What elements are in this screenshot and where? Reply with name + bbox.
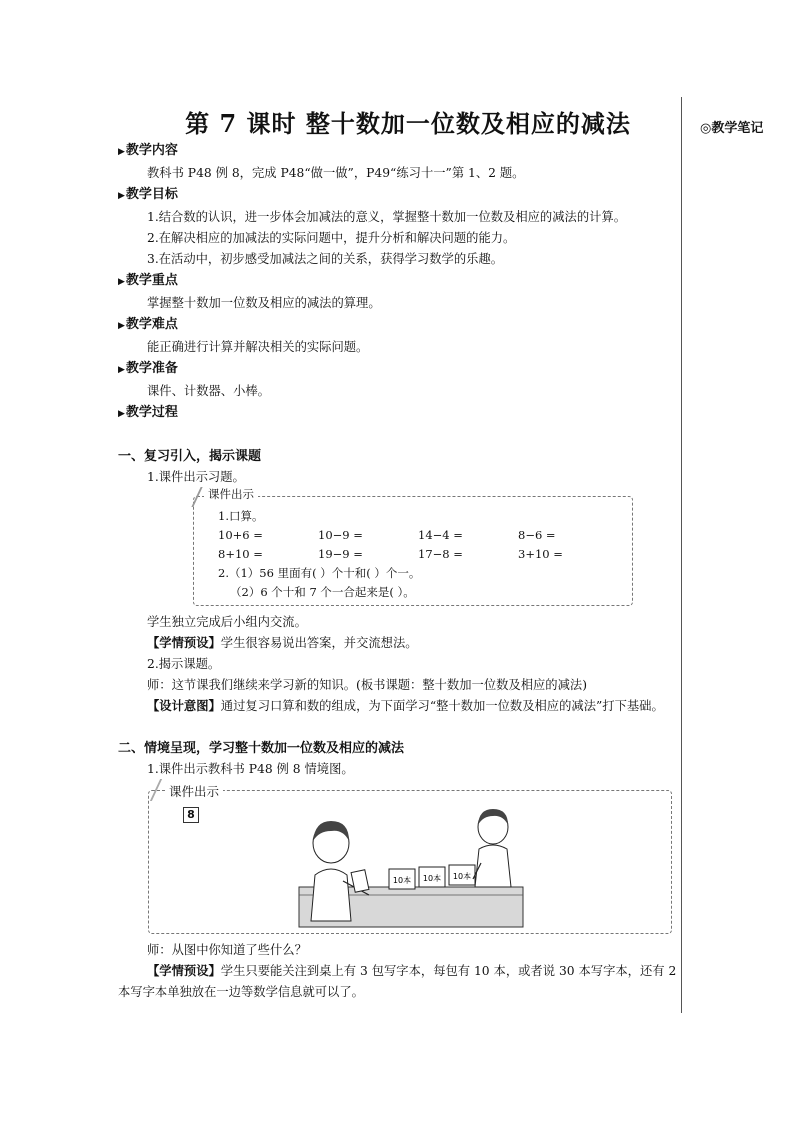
section-heading-prep: ▶教学准备	[118, 361, 178, 376]
book-packs	[389, 865, 475, 889]
section-heading-goals: ▶教学目标	[118, 187, 178, 202]
preset-2: 【学情预设】学生只要能关注到桌上有 3 包写字本，每包有 10 本，或者说 30 本写字本，还有 2 本写字本单独放在一边等数学信息就可以了。	[118, 964, 677, 999]
arith-item: 10−9 =	[318, 528, 363, 542]
arith-item: 19−9 =	[318, 547, 363, 561]
arith-item: 17−8 =	[418, 547, 463, 561]
section-heading-process: ▶教学过程	[118, 405, 178, 420]
triangle-bullet-icon: ▶	[118, 277, 125, 287]
teaching-notes-label: ◎教学笔记	[700, 121, 764, 136]
page-title: 第 7 课时 整十数加一位数及相应的减法	[185, 109, 631, 138]
question-2b: （2）6 个十和 7 个一合起来是( ）。	[230, 585, 415, 599]
part1-step2: 2.揭示课题。	[147, 657, 221, 671]
question-1: 1.口算。	[218, 509, 264, 523]
triangle-bullet-icon: ▶	[118, 147, 125, 157]
triangle-bullet-icon: ▶	[118, 409, 125, 419]
design-intent: 【设计意图】通过复习口算和数的组成，为下面学习“整十数加一位数及相应的减法”打下基础。	[147, 699, 664, 713]
part2-step1: 1.课件出示教科书 P48 例 8 情境图。	[147, 762, 354, 776]
arith-item: 14−4 =	[418, 528, 463, 542]
goal-2: 2.在解决相应的加减法的实际问题中，提升分析和解决问题的能力。	[147, 231, 516, 245]
courseware-box-example	[148, 784, 672, 934]
preset-label: 【学情预设】	[147, 964, 221, 978]
example-number: 8	[183, 807, 199, 823]
pack-label: 10本	[422, 874, 442, 883]
teacher-line-1: 师：这节课我们继续来学习新的知识。(板书课题：整十数加一位数及相应的减法)	[147, 678, 587, 692]
notes-divider	[681, 97, 682, 1013]
section-heading-difficulty: ▶教学难点	[118, 317, 178, 332]
pack-label: 10本	[392, 876, 412, 885]
question-2a: 2.（1）56 里面有( ）个十和( ）个一。	[218, 566, 421, 580]
arith-row-2	[218, 545, 628, 564]
lesson-body	[118, 140, 678, 1003]
content-text: 教科书 P48 例 8，完成 P48“做一做”，P49“练习十一”第 1、2 题。	[147, 166, 525, 180]
arith-row-1	[218, 526, 628, 545]
courseware-tag: 课件出示	[165, 781, 223, 802]
goal-3: 3.在活动中，初步感受加减法之间的关系，获得学习数学的乐趣。	[147, 252, 504, 266]
difficulty-text: 能正确进行计算并解决相关的实际问题。	[147, 340, 369, 354]
scene-illustration	[297, 803, 527, 929]
pack-label: 10本	[452, 872, 472, 881]
part1-step1: 1.课件出示习题。	[147, 470, 245, 484]
arith-item: 8+10 =	[218, 547, 263, 561]
key-text: 掌握整十数加一位数及相应的减法的算理。	[147, 296, 381, 310]
arith-item: 10+6 =	[218, 528, 263, 542]
courseware-box-review	[193, 487, 633, 606]
triangle-bullet-icon: ▶	[118, 321, 125, 331]
prep-text: 课件、计数器、小棒。	[147, 384, 270, 398]
part2-heading: 二、情境呈现，学习整十数加一位数及相应的减法	[118, 741, 405, 756]
teacher-line-2: 师：从图中你知道了些什么？	[147, 943, 307, 957]
preset-label: 【学情预设】	[147, 636, 221, 650]
goal-1: 1.结合数的认识，进一步体会加减法的意义，掌握整十数加一位数及相应的减法的计算。	[147, 210, 627, 224]
preset-1: 【学情预设】学生很容易说出答案，并交流想法。	[147, 636, 418, 650]
triangle-bullet-icon: ▶	[118, 191, 125, 201]
section-heading-content: ▶教学内容	[118, 143, 178, 158]
design-label: 【设计意图】	[147, 699, 221, 713]
part1-heading: 一、复习引入，揭示课题	[118, 449, 262, 464]
section-heading-key: ▶教学重点	[118, 273, 178, 288]
triangle-bullet-icon: ▶	[118, 365, 125, 375]
courseware-tag: 课件出示	[204, 485, 258, 504]
after-box-text: 学生独立完成后小组内交流。	[147, 615, 307, 629]
arith-item: 3+10 =	[518, 547, 563, 561]
arith-item: 8−6 =	[518, 528, 556, 542]
clerk-figure	[473, 809, 511, 887]
